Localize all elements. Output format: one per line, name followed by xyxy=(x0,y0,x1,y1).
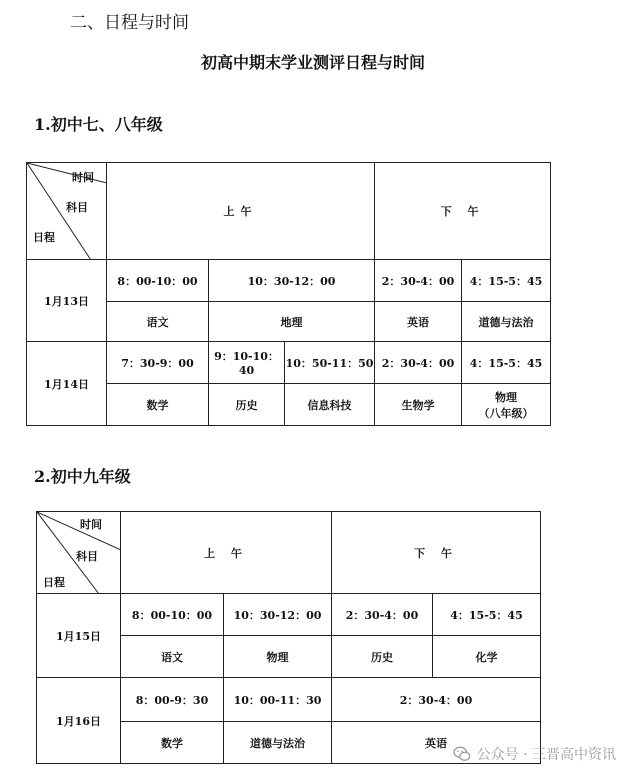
subject-cell: 物理 xyxy=(224,636,332,678)
table1-heading: 1.初中七、八年级 xyxy=(34,115,163,134)
subject-cell xyxy=(462,384,551,426)
header-time-label: 时间 xyxy=(80,518,102,531)
subject-cell: 道德与法治 xyxy=(462,302,551,342)
header-time-label: 时间 xyxy=(72,171,94,184)
subject-cell: 语文 xyxy=(107,302,209,342)
header-date-label: 日程 xyxy=(43,576,65,589)
time-cell: 8：00-9：30 xyxy=(121,678,224,722)
subject-cell: 历史 xyxy=(332,636,433,678)
time-cell: 2：30-4：00 xyxy=(332,594,433,636)
subject-cell: 地理 xyxy=(209,302,375,342)
subject-name: 物理 xyxy=(495,390,518,404)
time-cell: 9：10-10：40 xyxy=(209,342,285,384)
time-cell: 4：15-5：45 xyxy=(462,342,551,384)
time-cell: 7：30-9：00 xyxy=(107,342,209,384)
subject-cell: 语文 xyxy=(121,636,224,678)
header-subject-label: 科目 xyxy=(76,550,98,563)
morning-header: 上 午 xyxy=(121,512,332,594)
subject-cell: 英语 xyxy=(375,302,462,342)
time-cell: 10：30-12：00 xyxy=(209,260,375,302)
document-title: 初高中期末学业测评日程与时间 xyxy=(200,53,425,72)
time-cell: 4：15-5：45 xyxy=(433,594,541,636)
time-cell: 2：30-4：00 xyxy=(375,260,462,302)
watermark xyxy=(453,744,616,764)
header-subject-label: 科目 xyxy=(66,201,88,214)
schedule-table-grade-9 xyxy=(36,511,541,764)
date-cell: 1月16日 xyxy=(37,678,121,764)
subject-cell: 生物学 xyxy=(375,384,462,426)
time-cell: 4：15-5：45 xyxy=(462,260,551,302)
subject-grade-note: （八年级） xyxy=(478,406,534,420)
subject-cell: 信息科技 xyxy=(285,384,375,426)
time-cell: 8：00-10：00 xyxy=(107,260,209,302)
subject-cell: 历史 xyxy=(209,384,285,426)
header-date-label: 日程 xyxy=(33,231,55,244)
subject-cell: 化学 xyxy=(433,636,541,678)
time-cell: 10：00-11：30 xyxy=(224,678,332,722)
table2-heading: 2.初中九年级 xyxy=(34,467,131,486)
header-diagonal-cell xyxy=(27,163,107,260)
watermark-text: 公众号 · 三晋高中资讯 xyxy=(476,747,616,763)
time-cell: 8：00-10：00 xyxy=(121,594,224,636)
schedule-table-grade-7-8 xyxy=(26,162,551,426)
date-cell: 1月14日 xyxy=(27,342,107,426)
date-cell: 1月15日 xyxy=(37,594,121,678)
time-cell: 10：30-12：00 xyxy=(224,594,332,636)
morning-header: 上午 xyxy=(107,163,375,260)
time-cell: 2：30-4：00 xyxy=(332,678,541,722)
subject-cell: 数学 xyxy=(107,384,209,426)
time-cell: 10：50-11：50 xyxy=(285,342,375,384)
date-cell: 1月13日 xyxy=(27,260,107,342)
wechat-icon xyxy=(453,745,471,763)
section-title: 二、日程与时间 xyxy=(70,13,189,33)
afternoon-header: 下 午 xyxy=(332,512,541,594)
header-diagonal-cell xyxy=(37,512,121,594)
subject-cell: 英语 xyxy=(332,722,541,764)
subject-cell: 道德与法治 xyxy=(224,722,332,764)
afternoon-header: 下 午 xyxy=(375,163,551,260)
time-cell: 2：30-4：00 xyxy=(375,342,462,384)
subject-cell: 数学 xyxy=(121,722,224,764)
